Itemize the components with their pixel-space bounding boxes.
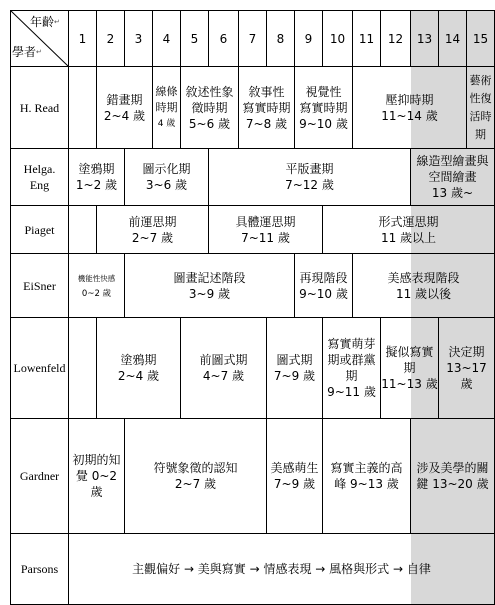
stage-title-line2: 覺 0~2 bbox=[75, 469, 118, 483]
stage-range: 7~11 歲 bbox=[241, 230, 290, 245]
stage-title-line3: 活時 bbox=[469, 109, 492, 123]
lowenfeld-pseudo-stage bbox=[381, 318, 438, 418]
gardner-early-stage bbox=[69, 419, 124, 533]
helga-flat-stage bbox=[209, 149, 410, 205]
stage-title: 平版畫期 bbox=[285, 162, 334, 176]
helga-line-stage bbox=[411, 149, 494, 205]
stage-range: 7~9 歲 bbox=[273, 477, 316, 491]
read-scribble-stage bbox=[97, 67, 152, 148]
stage-title-line2: 性復 bbox=[469, 91, 492, 105]
stage-title-line4: 期 bbox=[475, 127, 486, 141]
stage-title-line1: 涉及美學的關 bbox=[416, 461, 489, 475]
stage-title: 塗鴉期 bbox=[78, 162, 115, 176]
stage-title-line2: 空間繪畫 bbox=[428, 170, 477, 184]
stage-range: 5~6 歲 bbox=[188, 116, 231, 131]
parsons-sequence: 主觀偏好 → 美與寫實 → 情感表現 → 風格與形式 → 自律 bbox=[132, 562, 431, 576]
gardner-aes-stage bbox=[267, 419, 322, 533]
stage-title-line2: 期或群黨 bbox=[327, 353, 376, 367]
age-col-6: 6 bbox=[219, 31, 228, 46]
stage-range: 13 歲~ bbox=[431, 186, 474, 200]
stage-title-line3: 期 bbox=[345, 369, 358, 383]
row-name-line2: Eng bbox=[29, 178, 50, 192]
age-col-10: 10 bbox=[329, 31, 346, 46]
age-col-4: 4 bbox=[162, 31, 171, 46]
stage-title-line2: 鍵 13~20 歲 bbox=[416, 477, 489, 491]
row-name-helga bbox=[11, 149, 68, 205]
stage-range: 11 歲以上 bbox=[380, 230, 437, 245]
row-name-lowenfeld: Lowenfeld bbox=[13, 361, 66, 375]
stage-title: 符號象徵的認知 bbox=[153, 461, 238, 475]
eisner-func-stage bbox=[69, 254, 124, 317]
stage-title-line1: 視覺性 bbox=[305, 84, 342, 99]
stage-range: 11~14 歲 bbox=[381, 108, 438, 123]
stage-range: 13~17 歲 bbox=[446, 361, 487, 391]
stage-range: 4 歲 bbox=[157, 118, 176, 129]
helga-schema-stage bbox=[125, 149, 208, 205]
age-col-13: 13 bbox=[416, 31, 433, 46]
read-story-stage bbox=[239, 67, 294, 148]
stage-title-line2: 寫實時期 bbox=[242, 100, 291, 115]
row-name-eisner: EiSner bbox=[23, 278, 56, 293]
eisner-aes-stage bbox=[353, 254, 494, 317]
stage-range: 7~8 歲 bbox=[245, 116, 288, 131]
stage-range: 9~11 歲 bbox=[327, 385, 376, 399]
stage-title-line1: 藝術 bbox=[469, 73, 492, 87]
stage-range: 9~10 歲 bbox=[299, 116, 348, 131]
stage-range: 3~9 歲 bbox=[188, 286, 231, 301]
stage-range: 11 歲以後 bbox=[395, 286, 452, 301]
scholar-header-label: 學者 ↵ bbox=[12, 45, 42, 59]
eisner-repr-stage bbox=[295, 254, 352, 317]
stage-title: 前運思期 bbox=[128, 214, 177, 229]
age-col-2: 2 bbox=[106, 31, 115, 46]
stage-title: 美感表現階段 bbox=[387, 270, 460, 285]
stage-title: 圖示化期 bbox=[142, 162, 191, 176]
stage-range: 4~7 歲 bbox=[202, 369, 245, 383]
stage-title-line2: 寫實時期 bbox=[299, 100, 348, 115]
age-col-7: 7 bbox=[248, 31, 257, 46]
row-name-gardner: Gardner bbox=[19, 469, 60, 483]
age-col-1: 1 bbox=[78, 31, 87, 46]
row-name-line1: Helga. bbox=[23, 162, 56, 176]
row-name-read: H. Read bbox=[19, 100, 60, 115]
stage-title-line2: 徵時期 bbox=[191, 100, 228, 115]
read-narrative-stage bbox=[181, 67, 238, 148]
stage-range: 2~4 歲 bbox=[117, 369, 160, 383]
stage-title-line1: 寫實萌芽 bbox=[327, 337, 376, 351]
stage-title: 錯畫期 bbox=[106, 92, 143, 107]
lowenfeld-scribble-stage bbox=[97, 318, 180, 418]
stage-range: 9~10 歲 bbox=[299, 286, 348, 301]
lowenfeld-gang-stage bbox=[323, 318, 380, 418]
stage-range: 2~7 歲 bbox=[131, 230, 174, 245]
stage-title: 形式運思期 bbox=[378, 214, 439, 229]
stage-title: 具體運思期 bbox=[235, 214, 296, 229]
age-col-3: 3 bbox=[134, 31, 143, 46]
row-name-parsons: Parsons bbox=[20, 562, 59, 576]
age-col-14: 14 bbox=[444, 31, 461, 46]
stage-title-line1: 線造型繪畫與 bbox=[416, 154, 489, 168]
piaget-concrete-stage bbox=[209, 206, 322, 253]
age-col-5: 5 bbox=[190, 31, 199, 46]
stage-range: 7~9 歲 bbox=[273, 369, 316, 383]
lowenfeld-preschema-stage bbox=[181, 318, 266, 418]
stage-title-line1: 擬似寫實 bbox=[385, 345, 434, 359]
stage-range: 1~2 歲 bbox=[75, 178, 118, 192]
gardner-symbol-stage bbox=[125, 419, 266, 533]
age-col-12: 12 bbox=[387, 31, 404, 46]
eisner-narr-stage bbox=[125, 254, 294, 317]
row-name-piaget: Piaget bbox=[24, 222, 55, 237]
stage-title-line2: 時期 bbox=[155, 100, 178, 114]
stage-range: 7~12 歲 bbox=[285, 178, 334, 192]
lowenfeld-decision-stage bbox=[439, 318, 494, 418]
stage-title-line1: 敘事性 bbox=[248, 84, 285, 99]
stage-title: 機能性快感 bbox=[77, 273, 116, 283]
stage-range: 2~7 歲 bbox=[174, 477, 217, 491]
stage-range: 2~4 歲 bbox=[103, 108, 146, 123]
stage-title: 美感萌生 bbox=[270, 461, 319, 475]
stage-range: 11~13 歲 bbox=[381, 377, 438, 391]
stage-title-line2: 峰 9~13 歲 bbox=[334, 477, 399, 491]
read-repress-stage bbox=[353, 67, 466, 148]
stage-title: 塗鴉期 bbox=[120, 353, 157, 367]
stage-title-line2: 期 bbox=[403, 361, 416, 375]
read-line-stage bbox=[153, 67, 180, 148]
piaget-preop-stage bbox=[97, 206, 208, 253]
age-col-15: 15 bbox=[472, 31, 489, 46]
stage-title-line1: 敘述性象 bbox=[185, 84, 234, 99]
age-col-11: 11 bbox=[358, 31, 375, 46]
stage-range: 3~6 歲 bbox=[145, 178, 188, 192]
age-col-9: 9 bbox=[304, 31, 313, 46]
stage-title: 決定期 bbox=[448, 345, 485, 359]
helga-scribble-stage bbox=[69, 149, 124, 205]
age-header-text: 年齡 bbox=[30, 15, 55, 29]
stage-range: 0~2 歲 bbox=[81, 288, 112, 299]
age-col-8: 8 bbox=[276, 31, 285, 46]
read-revival-stage bbox=[467, 67, 494, 148]
stage-title: 壓抑時期 bbox=[385, 92, 434, 107]
stage-title-line1: 初期的知 bbox=[72, 453, 121, 467]
stage-title: 再現階段 bbox=[299, 270, 348, 285]
stage-title: 前圖式期 bbox=[199, 353, 248, 367]
scholar-header-text: 學者 bbox=[12, 45, 37, 59]
read-visual-stage bbox=[295, 67, 352, 148]
stage-title-line3: 歲 bbox=[90, 485, 103, 499]
stage-title-line1: 線條 bbox=[155, 84, 178, 98]
age-header-label: 年齡 ↵ bbox=[30, 15, 60, 29]
piaget-formal-stage bbox=[323, 206, 494, 253]
gardner-involve-stage bbox=[411, 419, 494, 533]
stage-title-line1: 寫實主義的高 bbox=[330, 461, 403, 475]
lowenfeld-schema-stage bbox=[267, 318, 322, 418]
stage-title: 圖畫記述階段 bbox=[173, 270, 246, 285]
stage-title: 圖式期 bbox=[276, 353, 313, 367]
gardner-real-stage bbox=[323, 419, 410, 533]
